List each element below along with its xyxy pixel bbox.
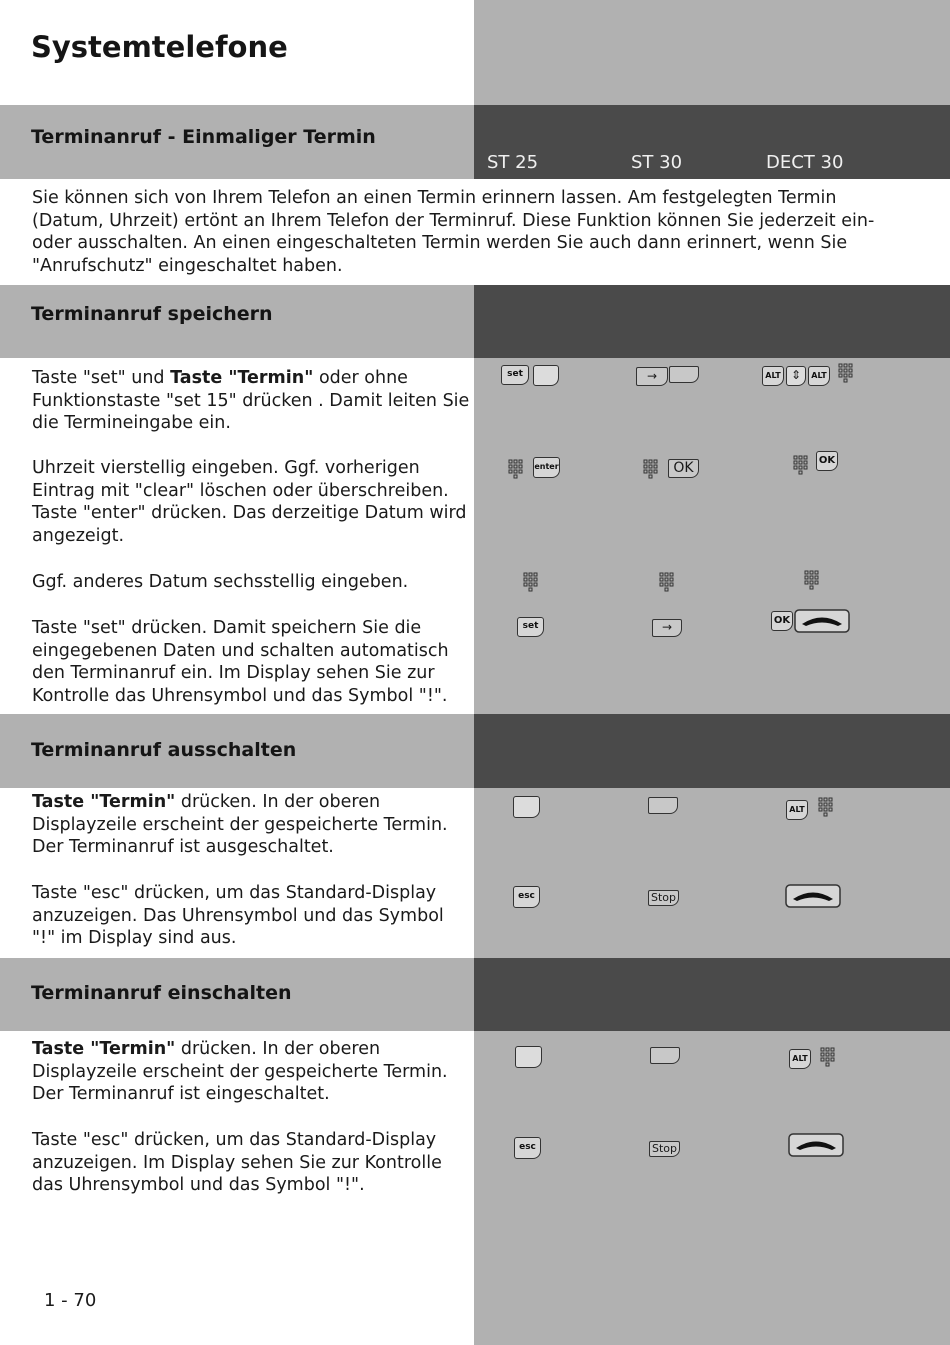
alt-key-icon: ALT — [786, 800, 808, 820]
termin-function-key-icon — [515, 1046, 542, 1068]
einschalten-step-2: Taste "esc" drücken, um das Standard-Display anzuzeigen. Im Display sehen Sie zur Kontrolle das Uhrensymbol und das Symbol "!". — [32, 1130, 442, 1195]
page-number: 1 - 70 — [44, 1290, 97, 1311]
esc-key-icon: esc — [514, 1137, 541, 1159]
model-label-st30: ST 30 — [631, 152, 683, 173]
speichern-step-4: Taste "set" drücken. Damit speichern Sie die eingegebenen Daten und schalten automatisch den Terminanruf ein. Im Display sehen Sie zur Kontrolle das Uhrensymbol und das Symbol "!". — [32, 618, 449, 706]
alt-key-icon: ALT — [762, 366, 784, 386]
stop-key-icon: Stop — [648, 890, 679, 906]
termin-function-key-icon — [648, 797, 678, 814]
arrow-key-icon: → — [636, 367, 668, 386]
ok-key-icon: OK — [816, 451, 838, 471]
set-key-icon: set — [501, 365, 529, 385]
ok-key-icon: OK — [771, 611, 793, 631]
model-label-st25: ST 25 — [487, 152, 539, 173]
intro-block — [0, 179, 950, 285]
speichern-step-1: Taste "set" und Taste "Termin" oder ohne Funktionstaste "set 15" drücken . Damit leiten Sie die Termineingabe ein. — [32, 368, 470, 433]
einschalten-step-1: Taste "Termin" drücken. In der oberen Displayzeile erscheint der gespeicherte Termin. Der Terminanruf ist eingeschaltet. — [32, 1039, 448, 1104]
keypad-icon — [804, 570, 820, 590]
section-heading-main: Terminanruf - Einmaliger Termin — [31, 126, 376, 148]
page-title: Systemtelefone — [31, 30, 288, 64]
termin-function-key-icon — [650, 1047, 680, 1064]
model-label-dect30: DECT 30 — [766, 152, 844, 173]
handset-icon — [794, 609, 850, 633]
alt-key-icon: ALT — [808, 366, 830, 386]
keypad-icon — [820, 1047, 836, 1067]
ausschalten-step-1: Taste "Termin" drücken. In der oberen Displayzeile erscheint der gespeicherte Termin. Der Terminanruf ist ausgeschaltet. — [32, 792, 448, 857]
ok-key-icon: OK — [668, 459, 699, 478]
section-heading-ausschalten: Terminanruf ausschalten — [31, 739, 297, 761]
keypad-icon — [523, 572, 539, 592]
ausschalten-step-2: Taste "esc" drücken, um das Standard-Display anzuzeigen. Das Uhrensymbol und das Symbol "!" im Display sind aus. — [32, 883, 444, 948]
esc-key-icon: esc — [513, 886, 540, 908]
set-key-icon: set — [517, 617, 544, 637]
menu-arrow-icon: ⇕ — [786, 366, 806, 386]
keypad-icon — [643, 459, 659, 479]
section-heading-speichern: Terminanruf speichern — [31, 303, 273, 325]
speichern-step-3: Ggf. anderes Datum sechsstellig eingeben. — [32, 572, 409, 592]
termin-function-key-icon — [533, 365, 559, 386]
keypad-icon — [793, 455, 809, 475]
section-heading-einschalten: Terminanruf einschalten — [31, 982, 292, 1004]
handset-icon — [788, 1133, 844, 1157]
termin-function-key-icon — [669, 366, 699, 383]
stop-key-icon: Stop — [649, 1141, 680, 1157]
arrow-key-icon: → — [652, 619, 682, 637]
alt-key-icon: ALT — [789, 1049, 811, 1069]
termin-function-key-icon — [513, 796, 540, 818]
keypad-icon — [508, 459, 524, 479]
enter-key-icon: enter — [533, 457, 560, 478]
speichern-step-2: Uhrzeit vierstellig eingeben. Ggf. vorherigen Eintrag mit "clear" löschen oder überschreiben. Taste "enter" drücken. Das derzeitige Datum wird angezeigt. — [32, 458, 467, 546]
keypad-icon — [818, 797, 834, 817]
intro-text: Sie können sich von Ihrem Telefon an einen Termin erinnern lassen. Am festgelegten Termin (Datum, Uhrzeit) ertönt an Ihrem Telefon der Terminruf. Diese Funktion können Sie jederzeit ein- oder ausschalten. An einen eingeschalteten Termin werden Sie auch dann erinnert, wenn Sie "Anrufschutz" eingeschaltet haben. — [32, 188, 875, 276]
keypad-icon — [838, 363, 854, 383]
keypad-icon — [659, 572, 675, 592]
handset-icon — [785, 884, 841, 908]
